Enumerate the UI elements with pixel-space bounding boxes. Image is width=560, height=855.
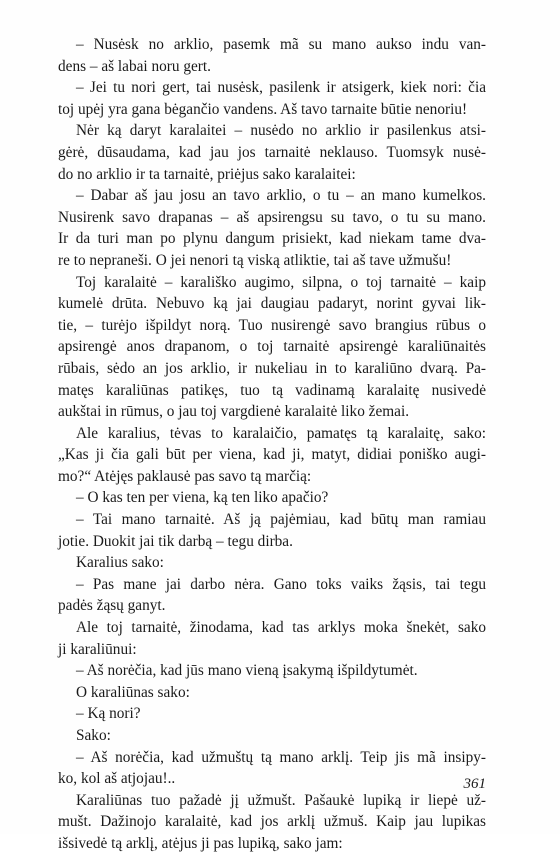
text-line: Nėr ką daryt karalaitei – nusėdo no arklio ir pasilenkus atsi- — [76, 122, 486, 140]
text-line: padės žąsų ganyt. — [58, 597, 166, 615]
text-line: do no arklio ir ta tarnaitė, priėjus sako karalaitei: — [58, 165, 356, 183]
text-line: mušt. Dažinojo karalaitė, kad jos arklį užmuš. Kaip jau lupikas — [58, 813, 486, 831]
text-line: – Dabar aš jau josu an tavo arklio, o tu – an mano kumelkos. — [76, 187, 486, 205]
text-line: – Ką nori? — [76, 705, 141, 723]
text-line: Karalius sako: — [76, 554, 164, 572]
text-line: – O kas ten per viena, ką ten liko apačio? — [76, 489, 329, 507]
body-text — [58, 34, 486, 855]
text-line: Ale karalius, tėvas to karalaičio, pamatęs tą karalaitę, sako: — [76, 424, 486, 442]
text-line: jotie. Duokit jai tik darbą – tegu dirba. — [58, 532, 293, 550]
text-line: tie, – turėjo išpildyt norą. Tuo nusirengė savo brangius rūbus o — [58, 316, 486, 334]
text-line: Sako: — [76, 727, 111, 744]
text-line: – Tai mano tarnaitė. Aš ją pajėmiau, kad būtų man ramiau — [76, 511, 486, 529]
page-number: 361 — [463, 776, 486, 792]
text-line: – Aš norėčia, kad jūs mano vieną įsakymą išpildytumėt. — [76, 662, 418, 680]
text-line: – Nusėsk no arklio, pasemk mã su mano aukso indu van- — [76, 36, 486, 53]
text-line: „Kas ji čia gali būt per viena, kad ji, matyt, didiai poniško augi- — [58, 446, 486, 464]
text-line: išsivedė tą arklį, atėjus ji pas lupiką, sako jam: — [58, 834, 343, 852]
text-line: kumelė drūta. Nebuvo ką jai daugiau padaryt, norint gyvai lik- — [58, 295, 486, 313]
text-line: ko, kol aš atjojau!.. — [58, 770, 176, 788]
text-line: Nusirenk savo drapanas – aš apsirengsu su tavo, o tu su mano. — [58, 208, 486, 226]
text-line: toj upėj yra gana bėgančio vandens. Aš tavo tarnaite būtie nenoriu! — [58, 100, 468, 118]
text-line: rūbais, sėdo an jos arklio, ir nukeliau in to karaliūno dvarą. Pa- — [58, 359, 486, 377]
text-line: Toj karalaitė – karališko augimo, silpna, o toj tarnaitė – kaip — [76, 273, 486, 291]
text-line: Karaliūnas tuo pažadė jį užmušt. Pašaukė lupiką ir liepė už- — [76, 791, 486, 809]
text-line: O karaliūnas sako: — [76, 683, 190, 701]
text-line: Ir da turi man po plynu dangum prisiekt, kad niekam tame dva- — [58, 230, 486, 248]
text-line: Ale toj tarnaitė, žinodama, kad tas arklys moka šnekėt, sako — [76, 619, 486, 637]
text-line: re to nepraneši. O jei nenori tą viską atliktie, tai aš tave užmušu! — [58, 251, 452, 269]
text-line: apsirengė anos drapanom, o toj tarnaitė apsirengė karaliūnaitės — [58, 338, 486, 356]
text-line: matęs karaliūnas patikęs, tuo tą vadinamą karalaitę nusivedė — [58, 381, 486, 399]
text-line: dens – aš labai noru gert. — [58, 57, 211, 75]
text-line: – Pas mane jai darbo nėra. Gano toks vaiks žąsis, tai tegu — [76, 575, 486, 593]
text-line: gėrė, dūsaudama, kad jau jos tarnaitė neklauso. Tuomsyk nusė- — [58, 143, 486, 161]
text-line: mo?“ Atėjęs paklausė pas savo tą marčią: — [58, 467, 312, 485]
text-line: – Jei tu nori gert, tai nusėsk, pasilenk ir atsigerk, kiek nori: čia — [76, 79, 486, 97]
text-line: aukštai in rūmus, o jau toj vargdienė karalaitė liko žemai. — [58, 403, 410, 421]
text-line: – Aš norėčia, kad užmuštų tą mano arklį. Teip jis mã insipy- — [76, 748, 486, 766]
text-line: ji karaliūnui: — [58, 640, 137, 658]
